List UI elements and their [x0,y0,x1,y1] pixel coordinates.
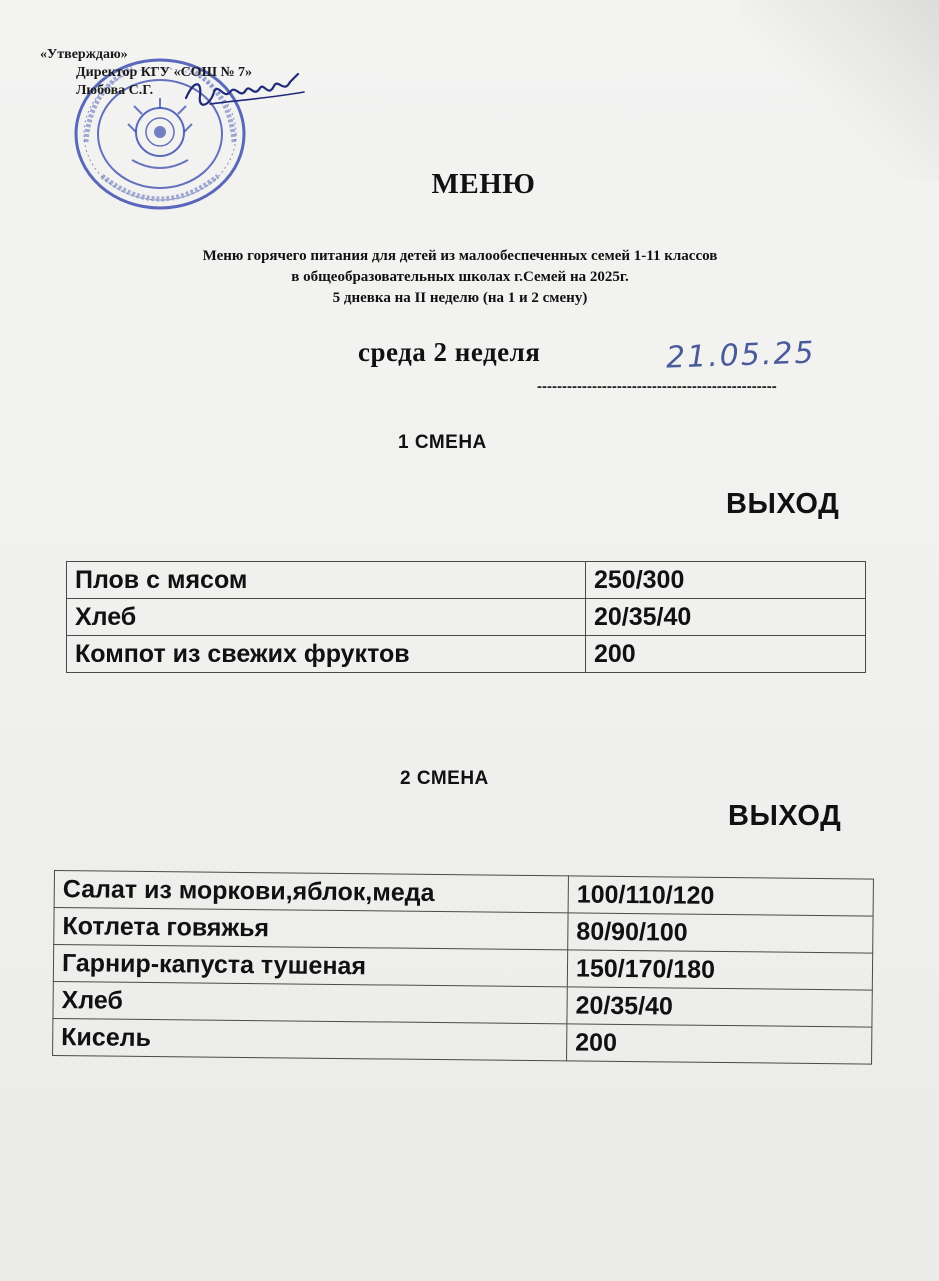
dish-name: Хлеб [67,599,586,636]
shift-1-label: 1 СМЕНА [398,432,487,453]
portion-value: 80/90/100 [568,913,873,953]
dish-name: Плов с мясом [67,562,586,599]
page-title: МЕНЮ [431,168,536,200]
dish-name: Компот из свежих фруктов [67,636,586,673]
shift-1-menu-table [66,561,866,673]
portion-value: 20/35/40 [567,987,872,1027]
table-row [67,636,866,673]
handwritten-date: 21.05.25 [665,335,817,376]
director-signature [180,70,310,120]
dish-name: Котлета говяжья [54,908,568,950]
shift-2-label: 2 СМЕНА [400,768,489,789]
subtitle-line-3: 5 дневка на II неделю (на 1 и 2 смену) [332,290,588,306]
table-row [67,562,866,599]
menu-subtitle [100,246,820,309]
portion-value: 150/170/180 [567,950,872,990]
table-row [53,1018,872,1064]
portion-value: 20/35/40 [586,599,866,636]
shift-2-menu-table [52,870,874,1065]
approval-line-1: «Утверждаю» [40,47,128,62]
paper-corner-fold [739,0,939,180]
approval-line-2: Директор КГУ «СОШ № 7» [76,65,253,80]
day-label: среда 2 неделя [358,337,541,367]
dish-name: Салат из моркови,яблок,меда [54,871,568,913]
portion-value: 200 [567,1024,872,1064]
shift-1-output-label: ВЫХОД [726,488,840,520]
portion-value: 250/300 [586,562,866,599]
table-row [67,599,866,636]
subtitle-line-2: в общеобразовательных школах г.Семей на 2025г. [291,269,629,285]
dish-name: Хлеб [53,981,567,1023]
subtitle-line-1: Меню горячего питания для детей из малообеспеченных семей 1-11 классов [202,248,718,264]
portion-value: 100/110/120 [568,876,873,916]
approval-line-3: Любова С.Г. [76,83,154,98]
dish-name: Гарнир-капуста тушеная [53,945,567,987]
shift-2-output-label: ВЫХОД [728,800,842,832]
dash-line: ------------------------------------------------ [537,378,777,395]
portion-value: 200 [586,636,866,673]
dish-name: Кисель [53,1018,567,1060]
